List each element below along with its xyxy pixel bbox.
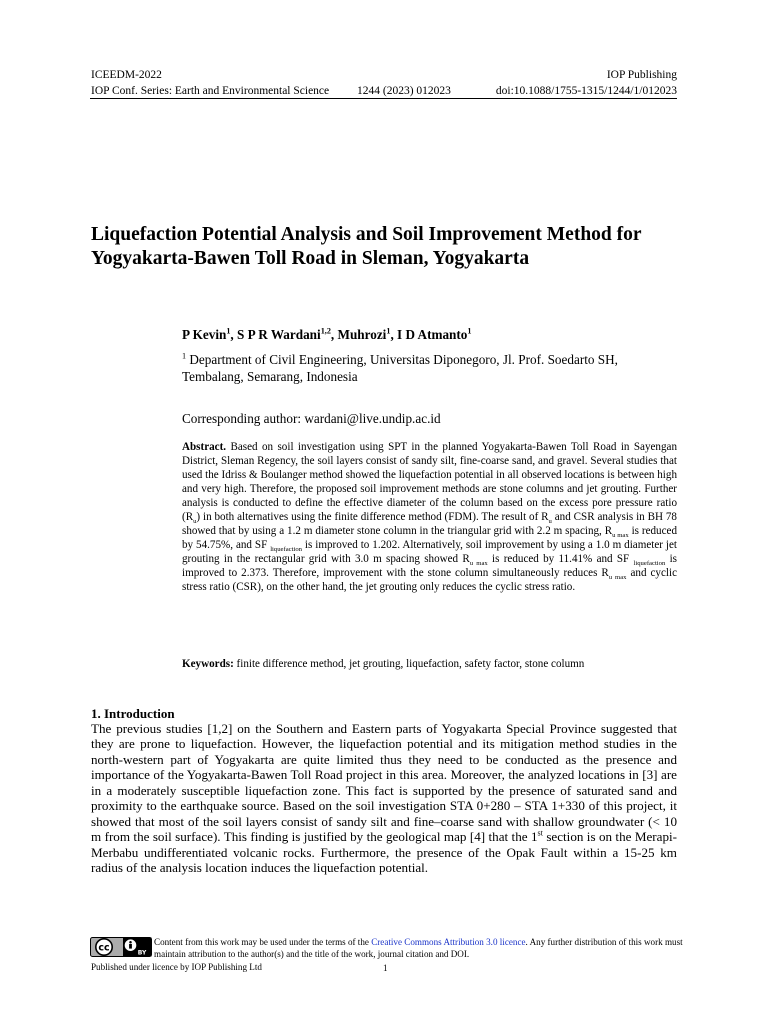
license-statement: Content from this work may be used under the terms of the Creative Commons Attribution 3.0 licence. Any further distribution of this work must maintain attribution to the author(s) and the title of the work, journal citation and DOI. [154, 937, 683, 959]
affiliation-text: Department of Civil Engineering, Universitas Diponegoro, Jl. Prof. Soedarto SH, Tembalang, Semarang, Indonesia [182, 352, 618, 384]
introduction-paragraph: The previous studies [1,2] on the Southern and Eastern parts of Yogyakarta Special Province suggested that they are prone to liquefaction. However, the liquefaction potential and its mitigation method studies in the north-western part of Yogyakarta are quite limited thus they need to be conducted as the presence and importance of the Yogyakarta-Bawen Toll Road project in this area. Moreover, the analyzed locations in [3] are in a moderately susceptible liquefaction zone. This fact is supported by the presence of saturated sand and proximity to the earthquake source. Based on the soil investigation STA 0+280 – STA 1+330 of this project, it showed that most of the soil layers consist of sandy silt and fine–coarse sand with shallow groundwater (< 10 m from the soil surface). This finding is justified by the geological map [4] that the 1st section is on the Merapi-Merbabu undifferentiated volcanic rocks. Furthermore, the presence of the Opak Fault within a 15-25 km radius of the analysis location induces the liquefaction potential. [91, 721, 678, 876]
abstract-label: Abstract. [182, 441, 227, 453]
section-heading-introduction: 1. Introduction [91, 706, 175, 721]
page-number: 1 [383, 963, 388, 973]
doi[interactable]: doi:10.1088/1755-1315/1244/1/012023 [495, 85, 677, 97]
author: P Kevin$^1$, [182, 326, 238, 342]
author: S P R Wardani$^{1,2}$, [237, 326, 338, 342]
keywords [182, 657, 677, 671]
keywords-text: finite difference method, jet grouting, liquefaction, safety factor, stone column [233, 658, 585, 670]
corresponding-author[interactable]: Corresponding author: wardani@live.undip.ac.id [182, 411, 441, 426]
author: Muhrozi$^1$, [337, 326, 398, 342]
abstract: Abstract. Based on soil investigation using SPT in the planned Yogyakarta-Bawen Toll Road in Sayengan District, Sleman Regency, the soil layers consist of sandy silt, fine-coarse sand, and gravel. Several studies that used the Idriss & Boulanger method showed the liquefaction potential in all observed locations is between high and very high. Therefore, the proposed soil improvement methods are stone columns and jet grouting. Further analysis is conducted to define the effective diameter of the column based on the excess pore pressure ratio $(R_u)$ in both alternatives using the finite difference method (FDM). The result of $R_u$ and CSR analysis in BH 78 showed that by using a 1.2 m diameter stone column in the triangular grid with 2.2 m spacing, $R_{u max}$ is reduced by 54.75%, and SF $_{liquefaction}$ is improved to 1.202. Alternatively, soil improvement by using a 1.0 m diameter jet grouting in the rectangular grid with 3.0 m spacing showed $R_{u max}$ is reduced by 11.41% and SF $_{liquefaction}$ is improved to 2.373. Therefore, improvement with the stone column simultaneously reduces $R_{u max}$ and cyclic stress ratio (CSR), on the other hand, the jet grouting only reduces the cyclic stress ratio. [182, 441, 677, 593]
publisher-licence-note: Published under licence by IOP Publishing Ltd [91, 962, 262, 972]
license-link[interactable]: Creative Commons Attribution 3.0 licence [371, 937, 526, 947]
cc-by-license-icon [90, 937, 152, 957]
author-list [182, 327, 471, 343]
svg-text:cc: cc [98, 942, 110, 954]
affiliation [182, 351, 662, 385]
conference-name: ICEEDM-2022 [91, 69, 162, 81]
journal-series: IOP Conf. Series: Earth and Environmental Science [91, 85, 330, 97]
paper-title: Liquefaction Potential Analysis and Soil Improvement Method for Yogyakarta-Bawen Toll Road in Sleman, Yogyakarta [91, 224, 642, 269]
svg-text:BY: BY [137, 949, 147, 957]
publisher-name: IOP Publishing [606, 69, 677, 81]
author: I D Atmanto$^1$ [397, 326, 472, 342]
volume-info: 1244 (2023) 012023 [357, 85, 451, 97]
header-rule [90, 98, 677, 99]
affiliation-marker: 1 [182, 351, 187, 361]
keywords-label: Keywords: [182, 658, 234, 670]
